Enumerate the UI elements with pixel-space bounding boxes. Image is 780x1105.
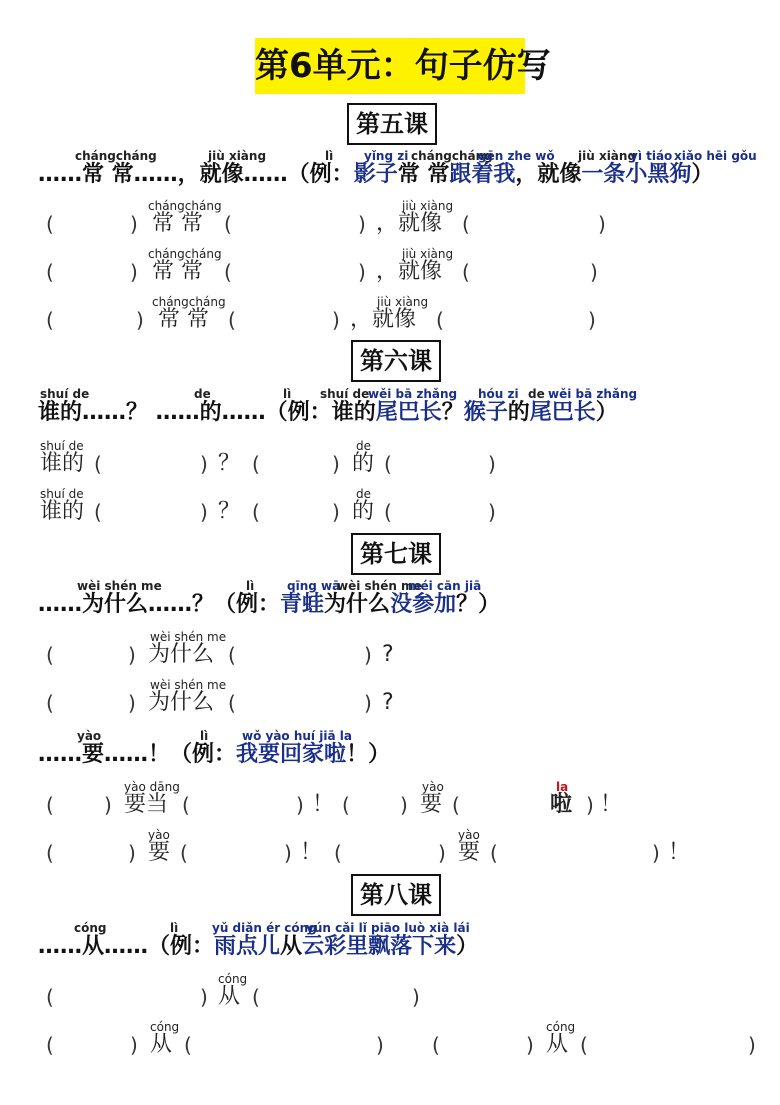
pinyin: jiù xiàng: [402, 199, 454, 213]
pinyin: wèi shén me: [150, 630, 227, 644]
pinyin: gēn zhe wǒ: [478, 149, 555, 163]
row-text: 谁的: [40, 499, 85, 524]
row-text: ！: [312, 792, 335, 817]
blank-close: ): [128, 643, 136, 667]
blank-open: (: [46, 308, 54, 332]
lesson-6-heading: 第六课: [351, 340, 441, 382]
blank-close: ): [128, 691, 136, 715]
blank-open: (: [46, 841, 54, 865]
blank-close: ): [136, 308, 144, 332]
pinyin: yào: [458, 828, 480, 842]
pinyin: wèi shén me: [150, 678, 227, 692]
blank-open: (: [46, 793, 54, 817]
pinyin: yào dāng: [124, 780, 180, 794]
example-word: 跟着我: [449, 162, 516, 187]
blank-close: ): [364, 643, 372, 667]
row-text: ？: [218, 499, 241, 524]
blank-close: ): [586, 793, 594, 817]
example-word: 为什么: [324, 592, 391, 617]
pattern: ……为什么……？（: [38, 592, 237, 617]
blank-open: (: [182, 793, 190, 817]
blank-open: (: [94, 452, 102, 476]
blank-close: ): [130, 212, 138, 236]
row-text: 的: [352, 499, 375, 524]
pinyin: lì: [170, 921, 179, 935]
pinyin: de: [356, 487, 371, 501]
row-text: ，就像: [376, 211, 443, 236]
pinyin: chángcháng: [148, 199, 222, 213]
example-label: 例：: [287, 400, 332, 425]
page-title: 第6单元：句子仿写: [255, 38, 525, 94]
pinyin: de: [356, 439, 371, 453]
pinyin: shuí de: [40, 487, 84, 501]
blank-close: ): [128, 841, 136, 865]
pinyin: wǒ yào huí jiā la: [242, 729, 352, 743]
blank-close: ): [332, 308, 340, 332]
row-text: 要: [458, 840, 481, 865]
blank-open: (: [462, 260, 470, 284]
pinyin: jiù xiàng: [402, 247, 454, 261]
row-text: ?: [382, 642, 394, 667]
blank-close: ): [590, 260, 598, 284]
blank-open: (: [436, 308, 444, 332]
example-label: 例：: [192, 742, 237, 767]
blank-close: ): [488, 500, 496, 524]
blank-open: (: [252, 500, 260, 524]
blank-close: ): [130, 1033, 138, 1057]
pinyin: wěi bā zhǎng: [368, 387, 458, 401]
example-word: 尾巴长: [375, 400, 442, 425]
example-word: 影子: [353, 162, 398, 187]
example-word: ，就像: [515, 162, 582, 187]
example-line: [38, 742, 390, 768]
blank-close: ): [376, 1033, 384, 1057]
pinyin: wěi bā zhǎng: [548, 387, 638, 401]
blank-close: ): [200, 500, 208, 524]
pinyin: jiù xiàng: [578, 149, 637, 163]
pinyin: jiù xiàng: [377, 295, 429, 309]
pinyin: hóu zi: [478, 387, 519, 401]
blank-close: ): [358, 260, 366, 284]
row-text: ！: [300, 840, 323, 865]
example-word: ？: [441, 400, 464, 425]
lesson-5-heading: 第五课: [347, 103, 437, 145]
pinyin: méi cān jiā: [408, 579, 482, 593]
pinyin: xiǎo hēi gǒu: [674, 149, 757, 163]
pattern: ……要……！（: [38, 742, 193, 767]
blank-close: ): [364, 691, 372, 715]
blank-open: (: [184, 1033, 192, 1057]
blank-open: (: [384, 500, 392, 524]
blank-open: (: [384, 452, 392, 476]
blank-close: ): [652, 841, 660, 865]
blank-close: ): [488, 452, 496, 476]
pinyin: chángcháng: [148, 247, 222, 261]
example-word: ？）: [456, 592, 501, 617]
pattern: ……常 常……，就像……（: [38, 162, 310, 187]
row-text: ！: [668, 840, 691, 865]
blank-open: (: [580, 1033, 588, 1057]
pinyin: yào: [148, 828, 170, 842]
blank-close: ): [748, 1033, 756, 1057]
row-text: 为什么: [148, 690, 215, 715]
blank-open: (: [46, 985, 54, 1009]
blank-open: (: [490, 841, 498, 865]
lesson-8-heading: 第八课: [351, 874, 441, 916]
pattern: 谁的……？ ……的……（: [38, 400, 288, 425]
blank-open: (: [228, 643, 236, 667]
pinyin: chángcháng: [411, 149, 493, 163]
blank-open: (: [334, 841, 342, 865]
example-word: 尾巴长: [529, 400, 596, 425]
blank-close: ): [438, 841, 446, 865]
row-text: 常 常: [152, 259, 203, 284]
row-text: 要当: [124, 792, 169, 817]
example-word: 谁的: [331, 400, 376, 425]
row-text: ?: [382, 690, 394, 715]
blank-close: ): [412, 985, 420, 1009]
row-text: ？: [218, 451, 241, 476]
pinyin: cóng: [218, 972, 248, 986]
blank-open: (: [452, 793, 460, 817]
pinyin: yún cǎi lǐ piāo luò xià lái: [306, 921, 470, 935]
row-text: ，就像: [350, 307, 417, 332]
row-text: 要: [148, 840, 171, 865]
row-text: 从: [218, 984, 241, 1009]
pinyin: yào: [422, 780, 444, 794]
row-text: ！: [600, 792, 623, 817]
example-label: 例：: [236, 592, 281, 617]
blank-open: (: [432, 1033, 440, 1057]
example-word: ）: [595, 400, 618, 425]
row-text: 常 常: [152, 211, 203, 236]
blank-open: (: [46, 1033, 54, 1057]
pinyin: cóng: [150, 1020, 180, 1034]
lesson-7-heading: 第七课: [351, 533, 441, 575]
example-line: [38, 592, 500, 618]
row-text: 啦: [550, 792, 573, 817]
row-text: 为什么: [148, 642, 215, 667]
blank-open: (: [228, 308, 236, 332]
example-label: 例：: [309, 162, 354, 187]
blank-close: ): [332, 452, 340, 476]
pinyin: de: [528, 387, 545, 401]
blank-close: ): [400, 793, 408, 817]
example-word: 猴子: [463, 400, 508, 425]
example-line: [38, 934, 478, 960]
row-text: 从: [150, 1032, 173, 1057]
blank-open: (: [46, 691, 54, 715]
example-word: ）: [691, 162, 714, 187]
pinyin: shuí de: [40, 439, 84, 453]
blank-open: (: [46, 260, 54, 284]
blank-close: ): [104, 793, 112, 817]
example-line: [38, 400, 618, 426]
pinyin: chángcháng: [152, 295, 226, 309]
example-word: 雨点儿: [214, 934, 281, 959]
pinyin: yǔ diǎn ér cóng: [212, 921, 317, 935]
blank-open: (: [94, 500, 102, 524]
blank-close: ): [284, 841, 292, 865]
blank-open: (: [228, 691, 236, 715]
example-word: 我要: [236, 742, 281, 767]
pinyin: yì tiáo: [630, 149, 673, 163]
pinyin: lì: [283, 387, 292, 401]
row-text: 常 常: [158, 307, 209, 332]
example-label: 例：: [170, 934, 215, 959]
example-line: [38, 162, 713, 188]
row-text: 要: [420, 792, 443, 817]
pinyin: lì: [200, 729, 209, 743]
blank-open: (: [224, 260, 232, 284]
example-word: 常 常: [397, 162, 450, 187]
pinyin: shuí de: [320, 387, 370, 401]
blank-close: ): [598, 212, 606, 236]
blank-open: (: [180, 841, 188, 865]
pinyin: yǐng zi: [364, 149, 409, 163]
blank-open: (: [252, 452, 260, 476]
pinyin: chángcháng: [75, 149, 157, 163]
pinyin: jiù xiàng: [208, 149, 267, 163]
blank-open: (: [46, 212, 54, 236]
blank-open: (: [252, 985, 260, 1009]
blank-open: (: [224, 212, 232, 236]
example-word: 青蛙: [280, 592, 325, 617]
pinyin: lì: [246, 579, 255, 593]
row-text: 从: [546, 1032, 569, 1057]
blank-close: ): [200, 985, 208, 1009]
example-word: ）: [456, 934, 479, 959]
pinyin: la: [556, 780, 569, 794]
pinyin: shuí de: [40, 387, 90, 401]
pinyin: cóng: [74, 921, 107, 935]
blank-close: ): [296, 793, 304, 817]
example-word: ！）: [346, 742, 391, 767]
blank-close: ): [526, 1033, 534, 1057]
blank-open: (: [46, 643, 54, 667]
row-text: ，就像: [376, 259, 443, 284]
pinyin: qīng wā: [287, 579, 341, 593]
blank-open: (: [462, 212, 470, 236]
pattern: ……从……（: [38, 934, 171, 959]
pinyin: wèi shén me: [337, 579, 422, 593]
pinyin: wèi shén me: [77, 579, 162, 593]
pinyin: cóng: [546, 1020, 576, 1034]
example-word: 回家啦: [280, 742, 347, 767]
blank-close: ): [358, 212, 366, 236]
pinyin: de: [194, 387, 211, 401]
pinyin: lì: [325, 149, 334, 163]
row-text: 谁的: [40, 451, 85, 476]
example-word: 一条小黑狗: [581, 162, 692, 187]
blank-close: ): [332, 500, 340, 524]
row-text: 的: [352, 451, 375, 476]
example-word: 没参加: [390, 592, 457, 617]
blank-close: ): [200, 452, 208, 476]
example-word: 的: [507, 400, 530, 425]
blank-close: ): [588, 308, 596, 332]
blank-close: ): [130, 260, 138, 284]
pinyin: yào: [77, 729, 102, 743]
example-word: 从: [280, 934, 303, 959]
blank-open: (: [342, 793, 350, 817]
example-word: 云彩里飘落下来: [302, 934, 457, 959]
